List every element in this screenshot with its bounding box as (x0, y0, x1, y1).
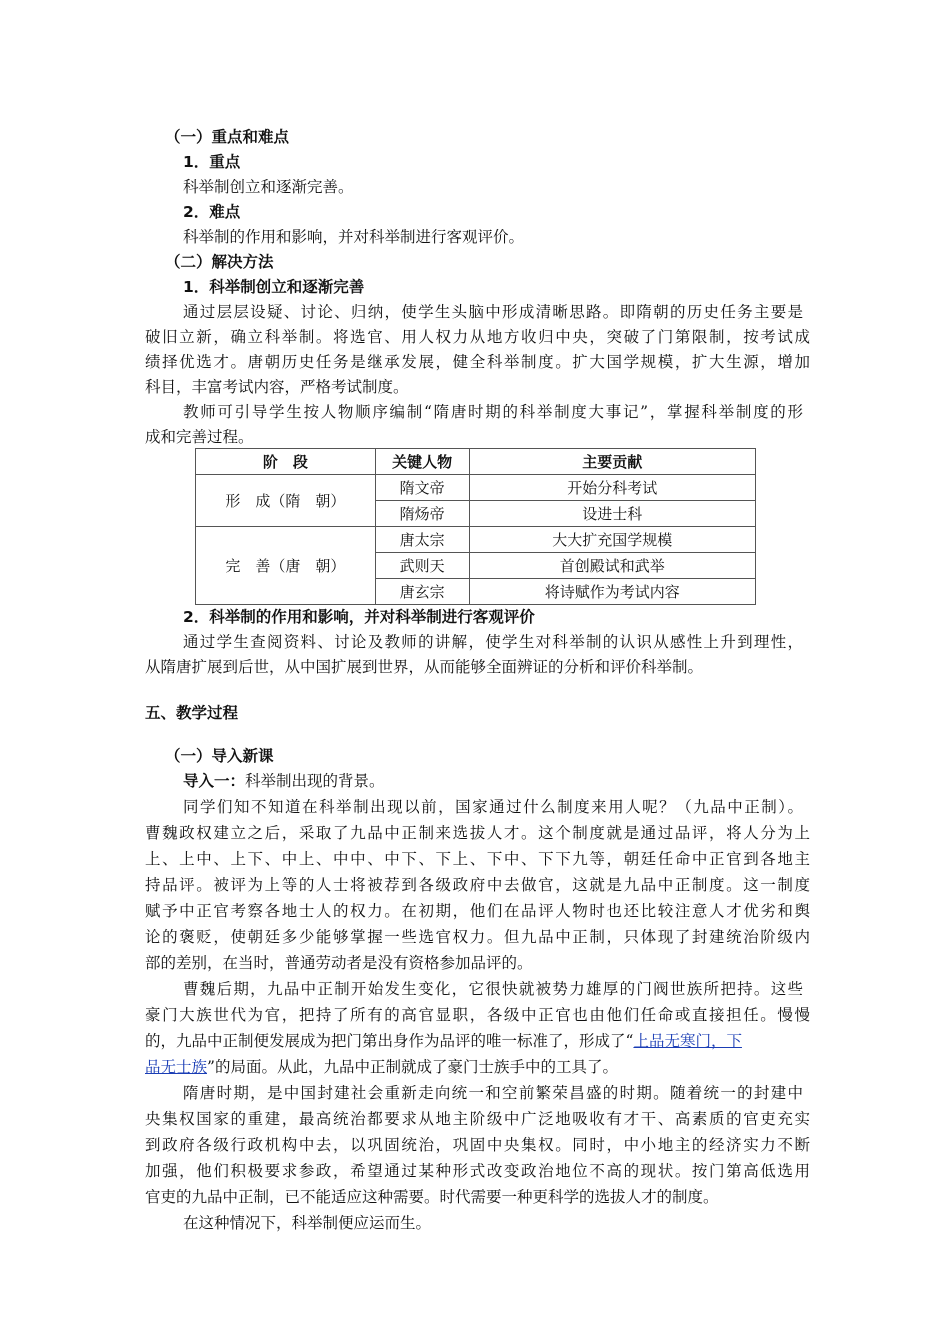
para3-line: 央集权国家的重建，最高统治都要求从地主阶级中广泛地吸收有才干、高素质的官吏充实 (145, 1110, 810, 1128)
cell-contribution: 将诗赋作为考试内容 (469, 579, 755, 605)
cell-contribution: 大大扩充国学规模 (469, 527, 755, 553)
para3-line: 加强，他们积极要求参政，希望通过某种形式改变政治地位不高的现状。按门第高低选用 (145, 1162, 810, 1180)
method-1-line: 通过层层设疑、讨论、归纳，使学生头脑中形成清晰思路。即隋朝的历史任务主要是 (183, 303, 803, 321)
para2-line (145, 1028, 810, 1054)
para3-line: 隋唐时期，是中国封建社会重新走向统一和空前繁荣昌盛的时期。随着统一的封建中 (183, 1084, 803, 1102)
para1-line: 赋予中正官考察各地士人的权力。在初期，他们在品评人物时也还比较注意人才优劣和舆 (145, 902, 810, 920)
label-method-1: 1．科举制创立和逐渐完善 (183, 278, 365, 296)
header-person: 关键人物 (375, 449, 469, 475)
label-difficult: 2．难点 (183, 203, 241, 221)
label-method-2: 2．科举制的作用和影响，并对科举制进行客观评价 (183, 608, 535, 626)
method-1-line: 成和完善过程。 (145, 428, 254, 446)
cell-person: 隋文帝 (375, 475, 469, 501)
quote-link[interactable]: 上品无寒门，下 (633, 1032, 742, 1050)
method-1-line: 科目，丰富考试内容，严格考试制度。 (145, 378, 409, 396)
table-row (196, 527, 756, 553)
stage-formation: 形 成（隋 朝） (196, 475, 376, 527)
header-stage: 阶 段 (196, 449, 376, 475)
text-difficult: 科举制的作用和影响，并对科举制进行客观评价。 (183, 228, 525, 246)
para1-line: 曹魏政权建立之后，采取了九品中正制来选拔人才。这个制度就是通过品评，将人分为上 (145, 824, 810, 842)
method-2-line: 通过学生查阅资料、讨论及教师的讲解，使学生对科举制的认识从感性上升到理性， (183, 633, 803, 651)
para1-line: 上、上中、上下、中上、中中、中下、下上、下中、下下九等，朝廷任命中正官到各地主 (145, 850, 810, 868)
intro-text: 科举制出现的背景。 (245, 772, 385, 790)
para1-line: 部的差别，在当时，普通劳动者是没有资格参加品评的。 (145, 954, 533, 972)
para1-line: 持品评。被评为上等的人士将被荐到各级政府中去做官，这就是九品中正制度。这一制度 (145, 876, 810, 894)
cell-person: 唐玄宗 (375, 579, 469, 605)
method-1-line: 绩择优选才。唐朝历史任务是继承发展，健全科举制度。扩大国学规模，扩大生源，增加 (145, 353, 810, 371)
para1-line: 论的褒贬，使朝廷多少能够掌握一些选官权力。但九品中正制，只体现了封建统治阶级内 (145, 928, 810, 946)
method-1-line: 破旧立新，确立科举制。将选官、用人权力从地方收归中央，突破了门第限制，按考试成 (145, 328, 810, 346)
header-contribution: 主要贡献 (469, 449, 755, 475)
quote-link-continued[interactable]: 品无士族 (145, 1058, 208, 1076)
cell-person: 唐太宗 (375, 527, 469, 553)
para2-end: ”的局面。从此，九品中正制就成了豪门士族手中的工具了。 (207, 1058, 618, 1076)
para3-line: 官吏的九品中正制，已不能适应这种需要。时代需要一种更科学的选拔人才的制度。 (145, 1188, 719, 1206)
method-1-line: 教师可引导学生按人物顺序编制“隋唐时期的科举制度大事记”，掌握科举制度的形 (183, 403, 803, 421)
imperial-exam-timeline-table (195, 448, 756, 605)
heading-teaching-process: 五、教学过程 (145, 704, 239, 722)
intro-label: 导入一： (183, 772, 246, 790)
heading-key-points: （一）重点和难点 (165, 128, 290, 146)
cell-contribution: 开始分科考试 (469, 475, 755, 501)
heading-intro: （一）导入新课 (165, 747, 274, 765)
heading-method: （二）解决方法 (165, 253, 274, 271)
text-key: 科举制创立和逐渐完善。 (183, 178, 354, 196)
cell-person: 武则天 (375, 553, 469, 579)
para2-line (145, 1054, 810, 1080)
para3-line: 到政府各级行政机构中去，以巩固统治，巩固中央集权。同时，中小地主的经济实力不断 (145, 1136, 810, 1154)
para2-line: 豪门大族世代为官，把持了所有的高官显职，各级中正官也由他们任命或直接担任。慢慢 (145, 1006, 810, 1024)
cell-person: 隋炀帝 (375, 501, 469, 527)
stage-perfection: 完 善（唐 朝） (196, 527, 376, 605)
table-row (196, 475, 756, 501)
para2-text: 的，九品中正制便发展成为把门第出身作为品评的唯一标准了，形成了“ (145, 1032, 634, 1050)
label-key: 1．重点 (183, 153, 241, 171)
intro-line (183, 768, 848, 794)
cell-contribution: 首创殿试和武举 (469, 553, 755, 579)
para1-line: 同学们知不知道在科举制出现以前，国家通过什么制度来用人呢？（九品中正制）。 (183, 798, 803, 816)
para4-line: 在这种情况下，科举制便应运而生。 (183, 1214, 432, 1232)
cell-contribution: 设进士科 (469, 501, 755, 527)
para2-line: 曹魏后期，九品中正制开始发生变化，它很快就被势力雄厚的门阀世族所把持。这些 (183, 980, 803, 998)
table-header-row (196, 449, 756, 475)
method-2-line: 从隋唐扩展到后世，从中国扩展到世界，从而能够全面辨证的分析和评价科举制。 (145, 658, 704, 676)
